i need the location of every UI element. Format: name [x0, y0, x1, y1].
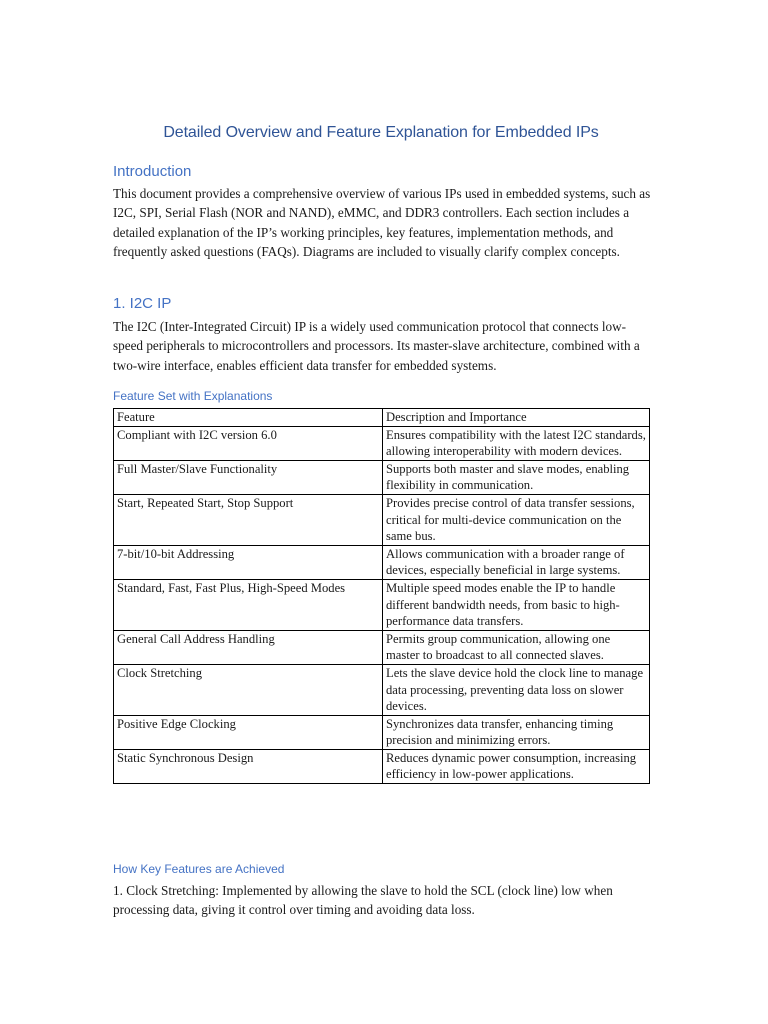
feature-cell: Full Master/Slave Functionality	[114, 460, 383, 494]
description-cell: Supports both master and slave modes, enabling flexibility in communication.	[383, 460, 650, 494]
feature-cell: Clock Stretching	[114, 664, 383, 715]
achieved-heading: How Key Features are Achieved	[113, 862, 285, 876]
feature-cell: 7-bit/10-bit Addressing	[114, 545, 383, 579]
table-row	[114, 460, 650, 494]
description-cell: Lets the slave device hold the clock line to manage data processing, preventing data loss on slower devices.	[383, 664, 650, 715]
introduction-heading: Introduction	[113, 163, 192, 180]
column-header-feature: Feature	[114, 409, 383, 427]
table-row	[114, 545, 650, 579]
table-row	[114, 630, 650, 664]
feature-set-heading: Feature Set with Explanations	[113, 389, 273, 403]
section-i2c-heading: 1. I2C IP	[113, 295, 172, 312]
feature-cell: Standard, Fast, Fast Plus, High-Speed Modes	[114, 579, 383, 630]
description-cell: Ensures compatibility with the latest I2C standards, allowing interoperability with modern devices.	[383, 426, 650, 460]
column-header-description: Description and Importance	[383, 409, 650, 427]
document-title: Detailed Overview and Feature Explanation for Embedded IPs	[163, 124, 599, 141]
description-cell: Permits group communication, allowing one master to broadcast to all connected slaves.	[383, 630, 650, 664]
table-row	[114, 715, 650, 749]
feature-cell: General Call Address Handling	[114, 630, 383, 664]
table-row	[114, 426, 650, 460]
description-cell: Provides precise control of data transfer sessions, critical for multi-device communication on the same bus.	[383, 494, 650, 545]
table-row	[114, 579, 650, 630]
description-cell: Reduces dynamic power consumption, increasing efficiency in low-power applications.	[383, 749, 650, 783]
table-row	[114, 494, 650, 545]
table-row	[114, 749, 650, 783]
description-cell: Allows communication with a broader range of devices, especially beneficial in large systems.	[383, 545, 650, 579]
section-i2c-paragraph: The I2C (Inter-Integrated Circuit) IP is a widely used communication protocol that connects low-speed peripherals to microcontrollers and processors. Its master-slave architecture, combined with a two-wire interface, enables efficient data transfer for embedded systems.	[113, 319, 640, 373]
table-row	[114, 664, 650, 715]
achieved-paragraph: 1. Clock Stretching: Implemented by allowing the slave to hold the SCL (clock line) low when processing data, giving it control over timing and avoiding data loss.	[113, 883, 613, 918]
feature-cell: Compliant with I2C version 6.0	[114, 426, 383, 460]
feature-cell: Positive Edge Clocking	[114, 715, 383, 749]
description-cell: Synchronizes data transfer, enhancing timing precision and minimizing errors.	[383, 715, 650, 749]
table-header-row	[114, 409, 650, 427]
feature-cell: Start, Repeated Start, Stop Support	[114, 494, 383, 545]
feature-table	[113, 408, 650, 784]
description-cell: Multiple speed modes enable the IP to handle different bandwidth needs, from basic to high-performance data transfers.	[383, 579, 650, 630]
feature-cell: Static Synchronous Design	[114, 749, 383, 783]
introduction-paragraph: This document provides a comprehensive overview of various IPs used in embedded systems, such as I2C, SPI, Serial Flash (NOR and NAND), eMMC, and DDR3 controllers. Each section includes a detailed explanation of the IP’s working principles, key features, implementation methods, and frequently asked questions (FAQs). Diagrams are included to visually clarify complex concepts.	[113, 186, 651, 259]
